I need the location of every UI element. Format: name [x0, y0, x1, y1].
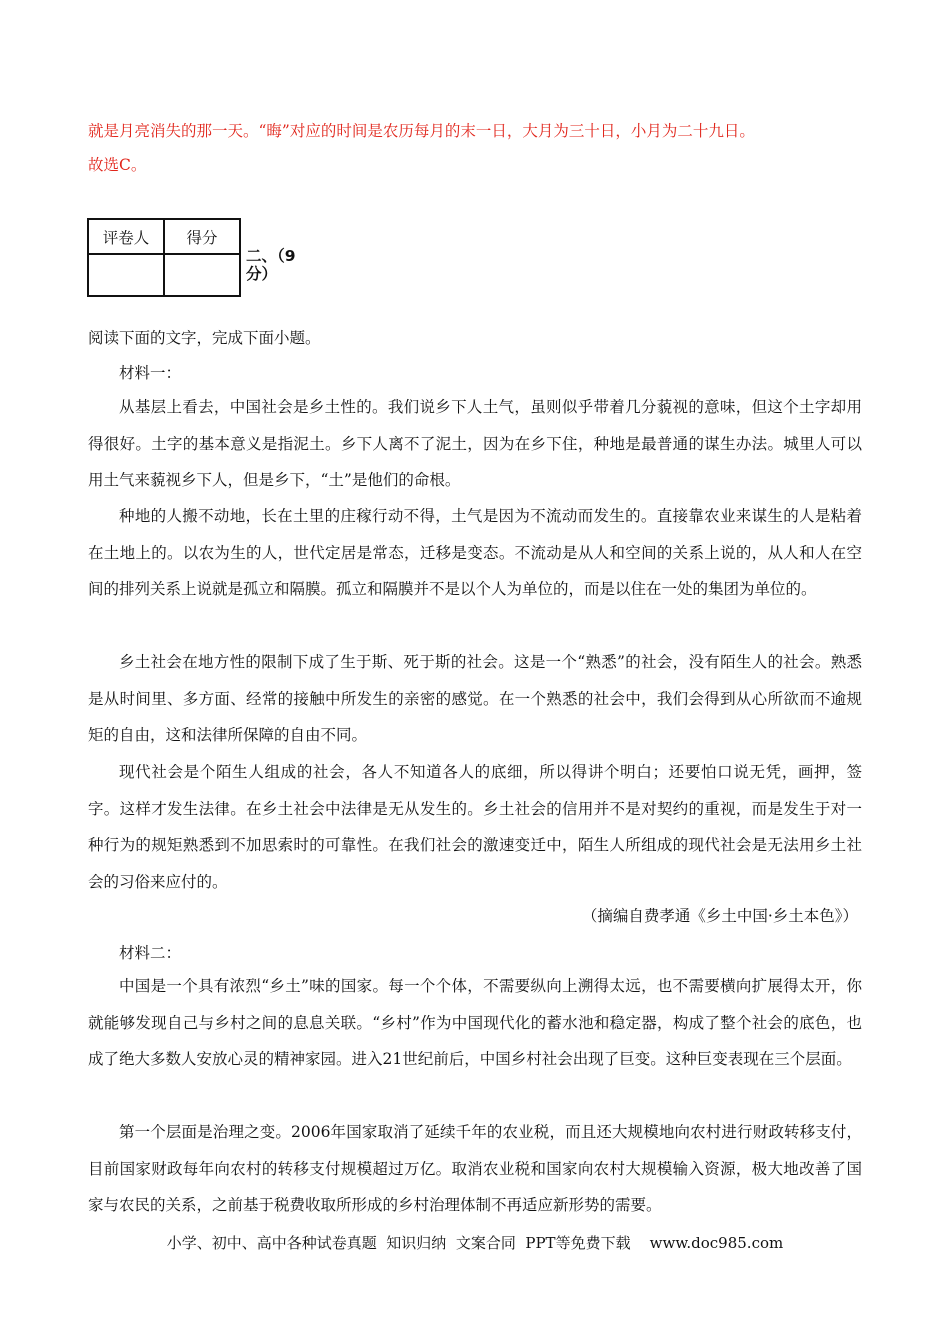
score-cell — [164, 254, 240, 296]
answer-explanation-line: 就是月亮消失的那一天。“晦”对应的时间是农历每月的末一日，大月为三十日，小月为二十九日。 — [88, 122, 755, 140]
grader-cell — [88, 254, 164, 296]
material1-paragraph: 现代社会是个陌生人组成的社会，各人不知道各人的底细，所以得讲个明白；还要怕口说无凭，画押，签字。这样才发生法律。在乡土社会中法律是无从发生的。乡土社会的信用并不是对契约的重视，而是发生于对一种行为的规矩熟悉到不加思索时的可靠性。在我们社会的激速变迁中，陌生人所组成的现代社会是无法用乡土社会的习俗来应付的。 — [88, 763, 862, 891]
section-title-line1: 二、（9 — [246, 247, 296, 265]
material1-source: （摘编自费孝通《乡土中国·乡土本色》） — [581, 907, 858, 925]
material2-paragraph: 第一个层面是治理之变。2006年国家取消了延续千年的农业税，而且还大规模地向农村进行财政转移支付，目前国家财政每年向农村的转移支付规模超过万亿。取消农业税和国家向农村大规模输入资源，极大地改善了国家与农民的关系，之前基于税费收取所形成的乡村治理体制不再适应新形势的需要。 — [88, 1123, 862, 1215]
material2-label: 材料二： — [119, 944, 182, 962]
material1-paragraph: 种地的人搬不动地，长在土里的庄稼行动不得，土气是因为不流动而发生的。直接靠农业来谋生的人是粘着在土地上的。以农为生的人，世代定居是常态，迁移是变态。不流动是从人和空间的关系上说的，从人和人在空间的排列关系上说就是孤立和隔膜。孤立和隔膜并不是以个人为单位的，而是以住在一处的集团为单位的。 — [88, 507, 862, 599]
score-table — [87, 218, 241, 297]
answer-conclusion-line: 故选C。 — [88, 156, 147, 174]
material1-paragraph: 乡土社会在地方性的限制下成了生于斯、死于斯的社会。这是一个“熟悉”的社会，没有陌生人的社会。熟悉是从时间里、多方面、经常的接触中所发生的亲密的感觉。在一个熟悉的社会中，我们会得到从心所欲而不逾规矩的自由，这和法律所保障的自由不同。 — [88, 653, 862, 745]
material1-paragraph: 从基层上看去，中国社会是乡土性的。我们说乡下人土气，虽则似乎带着几分藐视的意味，但这个土字却用得很好。土字的基本意义是指泥土。乡下人离不了泥土，因为在乡下住，种地是最普通的谋生办法。城里人可以用土气来藐视乡下人，但是乡下，“土”是他们的命根。 — [88, 398, 862, 490]
section-title-line2: 分） — [246, 265, 278, 283]
grader-header: 评卷人 — [88, 219, 164, 254]
instructions: 阅读下面的文字，完成下面小题。 — [88, 329, 321, 347]
footer-banner: 小学、初中、高中各种试卷真题 知识归纳 文案合同 PPT等免费下载 www.doc985.com — [166, 1234, 784, 1252]
material2-paragraph: 中国是一个具有浓烈“乡土”味的国家。每一个个体，不需要纵向上溯得太远，也不需要横向扩展得太开，你就能够发现自己与乡村之间的息息关联。“乡村”作为中国现代化的蓄水池和稳定器，构成了整个社会的底色，也成了绝大多数人安放心灵的精神家园。进入21世纪前后，中国乡村社会出现了巨变。这种巨变表现在三个层面。 — [88, 977, 862, 1069]
score-header: 得分 — [164, 219, 240, 254]
material1-label: 材料一： — [119, 364, 182, 382]
section-title — [246, 247, 296, 283]
